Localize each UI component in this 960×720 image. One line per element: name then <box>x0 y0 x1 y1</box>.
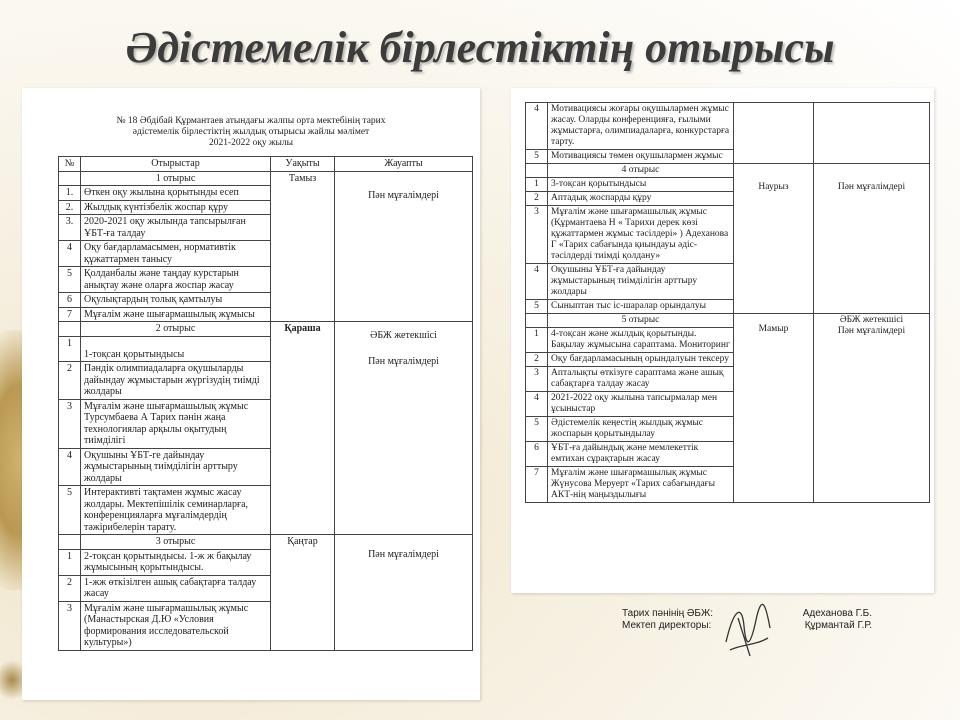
header-line: 2021-2022 оқу жылы <box>208 138 294 148</box>
table-row: 7 Мұғалім және шығармашылық жұмысы <box>59 307 473 322</box>
col-topic: Отырыстар <box>81 157 271 172</box>
section-time: Қараша <box>271 322 335 535</box>
col-responsible: Жауапты <box>335 157 473 172</box>
col-num: № <box>59 157 81 172</box>
document-header <box>22 88 480 149</box>
section-row <box>526 164 930 178</box>
section-responsible: Пән мұғалімдері <box>335 171 473 322</box>
section-title: 3 отырыс <box>81 535 271 550</box>
table-header-row <box>59 157 473 172</box>
table-row: 1. Өткен оқу жылына қорытынды есеп <box>59 186 473 201</box>
table-row: 2 1-жж өткізілген ашық сабақтарға талдау жасау <box>59 575 473 601</box>
table-row: 3 Мұғалім және шығармашылық жұмыс (Құрмантаева Н « Тарихи дерек көзі құжаттармен жұмыс тәсілдері» ) Адеханова Г «Тарих сабағында қиындауы әдіс-тәсілдерді тиімді қолдану» <box>526 206 930 264</box>
signature-name: Адеханова Г.Б. <box>802 608 872 619</box>
section-title: 4 отырыс <box>548 164 734 178</box>
table-row: 2. Жылдық күнтізбелік жоспар құру <box>59 200 473 215</box>
slide-title: Әдістемелік бірлестіктің отырысы <box>125 23 835 72</box>
signature-row <box>622 620 872 632</box>
table-row: 1 4-тоқсан және жылдық қорытынды. Бақылау жұмысына сараптама. Мониторинг <box>526 328 930 353</box>
document-page-left <box>22 88 480 700</box>
section-responsible: ӘБЖ жетекшісі Пән мұғалімдері <box>335 322 473 535</box>
table-row: 5 Әдістемелік кеңестің жылдық жұмыс жоспарын қорытындылау <box>526 417 930 442</box>
signature-role: Мектеп директоры: <box>622 620 712 631</box>
table-row: 5 Сыныптан тыс іс-шаралар орындалуы <box>526 300 930 314</box>
table-row: 4 Оқушыны ҰБТ-ге дайындау жұмыстарының тиімділігін арттыру жолдары <box>59 448 473 486</box>
header-line: № 18 Әбдібай Құрмантаев атындағы жалпы орта мектебінің тарих <box>116 116 386 126</box>
section-row <box>59 171 473 186</box>
table-row: 3 Апталықты өткізуге сараптама және ашық сабақтарға талдау жасау <box>526 367 930 392</box>
table-row: 6 Оқулықтардың толық қамтылуы <box>59 293 473 308</box>
section-title: 5 отырыс <box>548 314 734 328</box>
meetings-table-right <box>525 102 930 503</box>
table-row: 3 Мұғалім және шығармашылық жұмыс (Манастырская Д.Ю «Условия формирования исследовательской культуры») <box>59 601 473 650</box>
signature-name: Құрмантай Г.Р. <box>804 620 872 631</box>
table-row: 5 Қолданбалы және таңдау курстарын анықтау және оларға жоспар жасау <box>59 267 473 293</box>
table-row: 4 Оқушыны ҰБТ-ға дайындау жұмыстарының тиімділігін арттыру жолдары <box>526 264 930 300</box>
table-row: 7 Мұғалім және шығармашылық жұмыс Жүнусова Меруерт «Тарих сабағындағы АКТ-нің маңыздылығы <box>526 467 930 503</box>
signature-row <box>622 608 872 620</box>
table-row: 3 Мұғалім және шығармашылық жұмыс Турсумбаева А Тарих пәнін жаңа технологиялар арқылы оқытудың тиімділігі <box>59 399 473 448</box>
section-responsible: ӘБЖ жетекшісі Пән мұғалімдері <box>814 314 930 503</box>
table-row: 1 2-тоқсан қорытындысы. 1-ж ж бақылау жұмысының қорытындысы. <box>59 549 473 575</box>
signature-block <box>622 608 872 632</box>
table-row: 1 3-тоқсан қорытындысы <box>526 178 930 192</box>
section-time: Мамыр <box>734 314 814 503</box>
section-time: Қаңтар <box>271 535 335 651</box>
table-row: 3. 2020-2021 оқу жылында тапсырылған ҰБТ-ға талдау <box>59 215 473 241</box>
section-time: Тамыз <box>271 171 335 322</box>
table-row: 4 2021-2022 оқу жылына тапсырмалар мен ұсыныстар <box>526 392 930 417</box>
document-page-right <box>511 88 934 593</box>
table-row: 2 Оқу бағдарламасының орындалуын тексеру <box>526 353 930 367</box>
col-time: Уақыты <box>271 157 335 172</box>
table-row: 2 Аптадық жоспарды құру <box>526 192 930 206</box>
meetings-table-left <box>58 156 473 651</box>
table-row: 4 Мотивациясы жоғары оқушылармен жұмыс жасау. Оларды конференцияға, ғылыми жұмыстарға, олимпиадаларға, конкурстарға тарту. <box>526 103 930 150</box>
table-row: 2 Пәндік олимпиадаларға оқушыларды дайындау жұмыстарын жүргізудің тиімді жолдары <box>59 362 473 400</box>
signature-role: Тарих пәнінің ӘБЖ: <box>622 608 714 619</box>
header-line: әдістемелік бірлестіктің жылдық отырысы жайлы мәлімет <box>132 127 370 137</box>
table-row: 6 ҰБТ-ға дайындық және мемлекеттік емтихан сұрақтарын жасау <box>526 442 930 467</box>
section-responsible: Пән мұғалімдері <box>335 535 473 651</box>
section-row <box>59 322 473 337</box>
section-row <box>526 314 930 328</box>
section-title: 2 отырыс <box>81 322 271 337</box>
table-row: 1 1-тоқсан қорытындысы <box>59 336 473 362</box>
table-row: 5 Мотивациясы төмен оқушылармен жұмыс <box>526 150 930 164</box>
table-row: 5 Интерактивті тақтамен жұмыс жасау жолдары. Мектепішілік семинарларға, конференцияларға мұғалімдердің тәжірибелерін тарату. <box>59 486 473 535</box>
section-time: Наурыз <box>734 164 814 314</box>
table-row: 4 Оқу бағдарламасымен, нормативтік құжаттармен танысу <box>59 241 473 267</box>
section-responsible: Пән мұғалімдері <box>814 164 930 314</box>
section-title: 1 отырыс <box>81 171 271 186</box>
section-row <box>59 535 473 550</box>
